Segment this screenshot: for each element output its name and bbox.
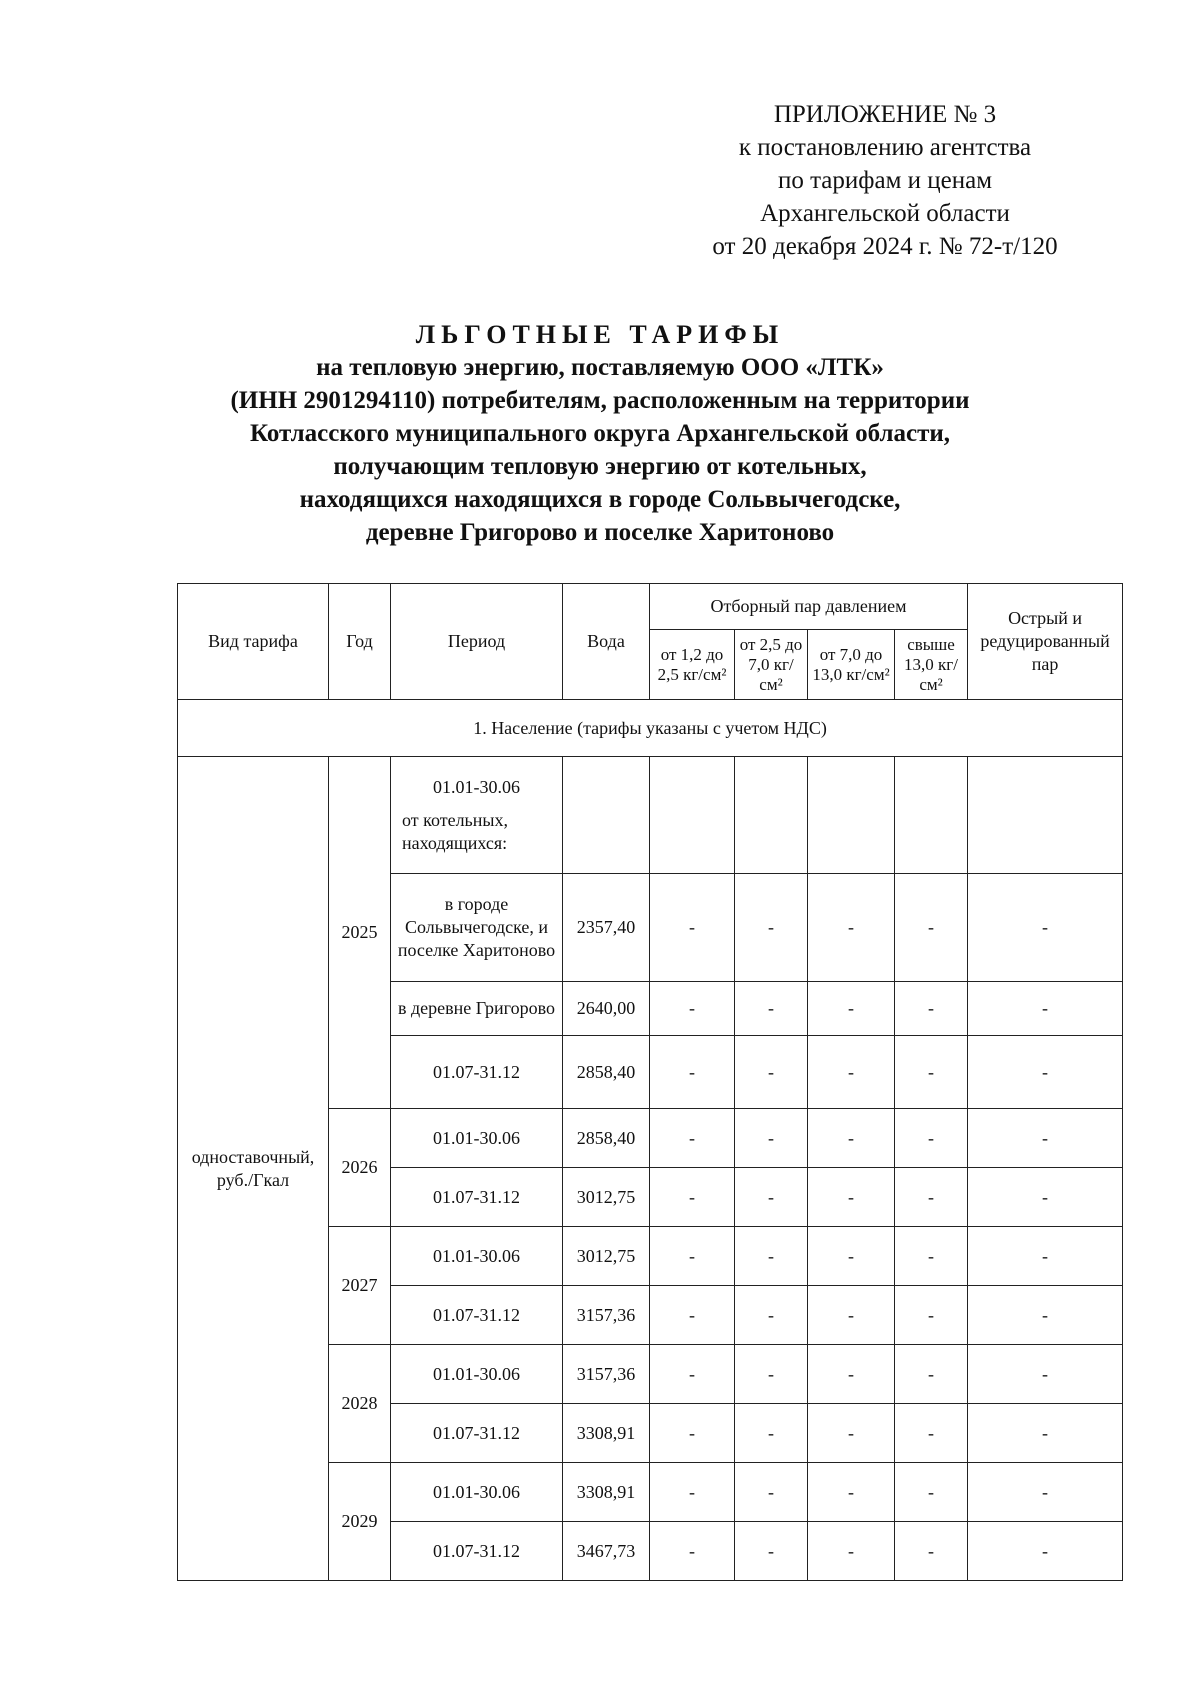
steam-3-cell: - [808, 1227, 895, 1286]
steam-2-cell: - [735, 982, 808, 1036]
appendix-block [675, 98, 1095, 263]
water-cell: 3467,73 [563, 1522, 650, 1581]
header-water: Вода [563, 584, 650, 700]
sharp-steam-cell: - [968, 982, 1123, 1036]
header-steam-2: от 2,5 до 7,0 кг/см² [735, 630, 808, 700]
steam-3-cell: - [808, 1404, 895, 1463]
steam-4-cell: - [895, 1036, 968, 1109]
year-cell: 2025 [329, 757, 391, 1109]
location-label: в городе Сольвычегодске, и поселке Харитоново [391, 874, 563, 982]
steam-3-cell: - [808, 1345, 895, 1404]
year-cell: 2029 [329, 1463, 391, 1581]
steam-2-cell: - [735, 1168, 808, 1227]
title-line: (ИНН 2901294110) потребителям, расположенным на территории [230, 387, 970, 414]
steam-2-cell: - [735, 1227, 808, 1286]
period-label: 01.01-30.06 [391, 1227, 563, 1286]
steam-1-cell: - [650, 874, 735, 982]
document-title [150, 318, 1050, 549]
steam-1-cell: - [650, 1036, 735, 1109]
water-cell [563, 757, 650, 874]
steam-1-cell: - [650, 1345, 735, 1404]
sharp-steam-cell: - [968, 1036, 1123, 1109]
steam-3-cell: - [808, 1522, 895, 1581]
steam-4-cell: - [895, 1463, 968, 1522]
header-steam-group: Отборный пар давлением [650, 584, 968, 630]
steam-1-cell: - [650, 1286, 735, 1345]
steam-1-cell: - [650, 1109, 735, 1168]
appendix-line: Архангельской области [760, 200, 1010, 227]
steam-2-cell: - [735, 1036, 808, 1109]
steam-3-cell: - [808, 1463, 895, 1522]
period-label: 01.01-30.06 [391, 1109, 563, 1168]
water-cell: 2357,40 [563, 874, 650, 982]
sharp-steam-cell: - [968, 1404, 1123, 1463]
title-main: ЛЬГОТНЫЕ ТАРИФЫ [415, 320, 785, 349]
appendix-line: к постановлению агентства [738, 134, 1032, 161]
steam-1-cell: - [650, 1404, 735, 1463]
water-cell: 3157,36 [563, 1286, 650, 1345]
steam-3-cell: - [808, 1286, 895, 1345]
steam-1-cell [650, 757, 735, 874]
steam-3-cell: - [808, 874, 895, 982]
steam-3-cell: - [808, 982, 895, 1036]
header-sharp-steam: Острый и редуцированный пар [968, 584, 1123, 700]
steam-1-cell: - [650, 1227, 735, 1286]
steam-2-cell: - [735, 1404, 808, 1463]
steam-2-cell: - [735, 1109, 808, 1168]
period-label: 01.07-31.12 [391, 1404, 563, 1463]
sharp-steam-cell: - [968, 1227, 1123, 1286]
tariff-table [177, 583, 1123, 1581]
title-line: на тепловую энергию, поставляемую ООО «ЛТК» [316, 354, 884, 381]
year-cell: 2026 [329, 1109, 391, 1227]
steam-4-cell: - [895, 874, 968, 982]
steam-1-cell: - [650, 1463, 735, 1522]
period-label: 01.01-30.06 [391, 1463, 563, 1522]
water-cell: 3308,91 [563, 1404, 650, 1463]
steam-4-cell [895, 757, 968, 874]
water-cell: 2640,00 [563, 982, 650, 1036]
steam-2-cell: - [735, 1463, 808, 1522]
header-year: Год [329, 584, 391, 700]
period-label: 01.01-30.06 [391, 1345, 563, 1404]
title-line: деревне Григорово и поселке Харитоново [365, 519, 835, 546]
header-steam-1: от 1,2 до 2,5 кг/см² [650, 630, 735, 700]
steam-4-cell: - [895, 1168, 968, 1227]
appendix-line: ПРИЛОЖЕНИЕ № 3 [773, 101, 997, 128]
title-line: находящихся находящихся в городе Сольвычегодске, [299, 486, 901, 513]
steam-4-cell: - [895, 1522, 968, 1581]
sharp-steam-cell: - [968, 1286, 1123, 1345]
period-label: 01.07-31.12 [391, 1286, 563, 1345]
appendix-line: от 20 декабря 2024 г. № 72-т/120 [712, 233, 1058, 260]
steam-2-cell [735, 757, 808, 874]
period-label: 01.07-31.12 [391, 1036, 563, 1109]
steam-2-cell: - [735, 1286, 808, 1345]
title-line: получающим тепловую энергию от котельных, [333, 453, 867, 480]
period-label: 01.07-31.12 [391, 1522, 563, 1581]
sharp-steam-cell: - [968, 1168, 1123, 1227]
appendix-line: по тарифам и ценам [777, 167, 993, 194]
period-cell [391, 757, 563, 874]
water-cell: 3012,75 [563, 1227, 650, 1286]
year-cell: 2028 [329, 1345, 391, 1463]
steam-1-cell: - [650, 1168, 735, 1227]
steam-3-cell: - [808, 1036, 895, 1109]
steam-4-cell: - [895, 1345, 968, 1404]
header-steam-3: от 7,0 до 13,0 кг/см² [808, 630, 895, 700]
water-cell: 3308,91 [563, 1463, 650, 1522]
period-label: 01.01-30.06 [433, 776, 520, 797]
steam-3-cell: - [808, 1109, 895, 1168]
steam-1-cell: - [650, 982, 735, 1036]
steam-4-cell: - [895, 1227, 968, 1286]
sharp-steam-cell: - [968, 1109, 1123, 1168]
year-cell: 2027 [329, 1227, 391, 1345]
steam-4-cell: - [895, 1404, 968, 1463]
header-period: Период [391, 584, 563, 700]
sharp-steam-cell: - [968, 1463, 1123, 1522]
water-cell: 3012,75 [563, 1168, 650, 1227]
period-label: 01.07-31.12 [391, 1168, 563, 1227]
steam-4-cell: - [895, 1286, 968, 1345]
steam-2-cell: - [735, 1522, 808, 1581]
title-line: Котласского муниципального округа Архангельской области, [249, 420, 951, 447]
water-cell: 2858,40 [563, 1036, 650, 1109]
section-title: 1. Население (тарифы указаны с учетом НДС) [178, 700, 1123, 757]
sharp-steam-cell: - [968, 1522, 1123, 1581]
tariff-type-cell: одноставочный, руб./Гкал [178, 757, 329, 1581]
header-steam-4: свыше 13,0 кг/см² [895, 630, 968, 700]
steam-2-cell: - [735, 874, 808, 982]
sharp-steam-cell: - [968, 874, 1123, 982]
steam-4-cell: - [895, 1109, 968, 1168]
water-cell: 3157,36 [563, 1345, 650, 1404]
steam-4-cell: - [895, 982, 968, 1036]
period-sub-label: от котельных, находящихся: [402, 809, 508, 853]
location-label: в деревне Григорово [391, 982, 563, 1036]
steam-1-cell: - [650, 1522, 735, 1581]
steam-3-cell: - [808, 1168, 895, 1227]
water-cell: 2858,40 [563, 1109, 650, 1168]
steam-2-cell: - [735, 1345, 808, 1404]
steam-3-cell [808, 757, 895, 874]
header-tariff-type: Вид тарифа [178, 584, 329, 700]
sharp-steam-cell [968, 757, 1123, 874]
sharp-steam-cell: - [968, 1345, 1123, 1404]
